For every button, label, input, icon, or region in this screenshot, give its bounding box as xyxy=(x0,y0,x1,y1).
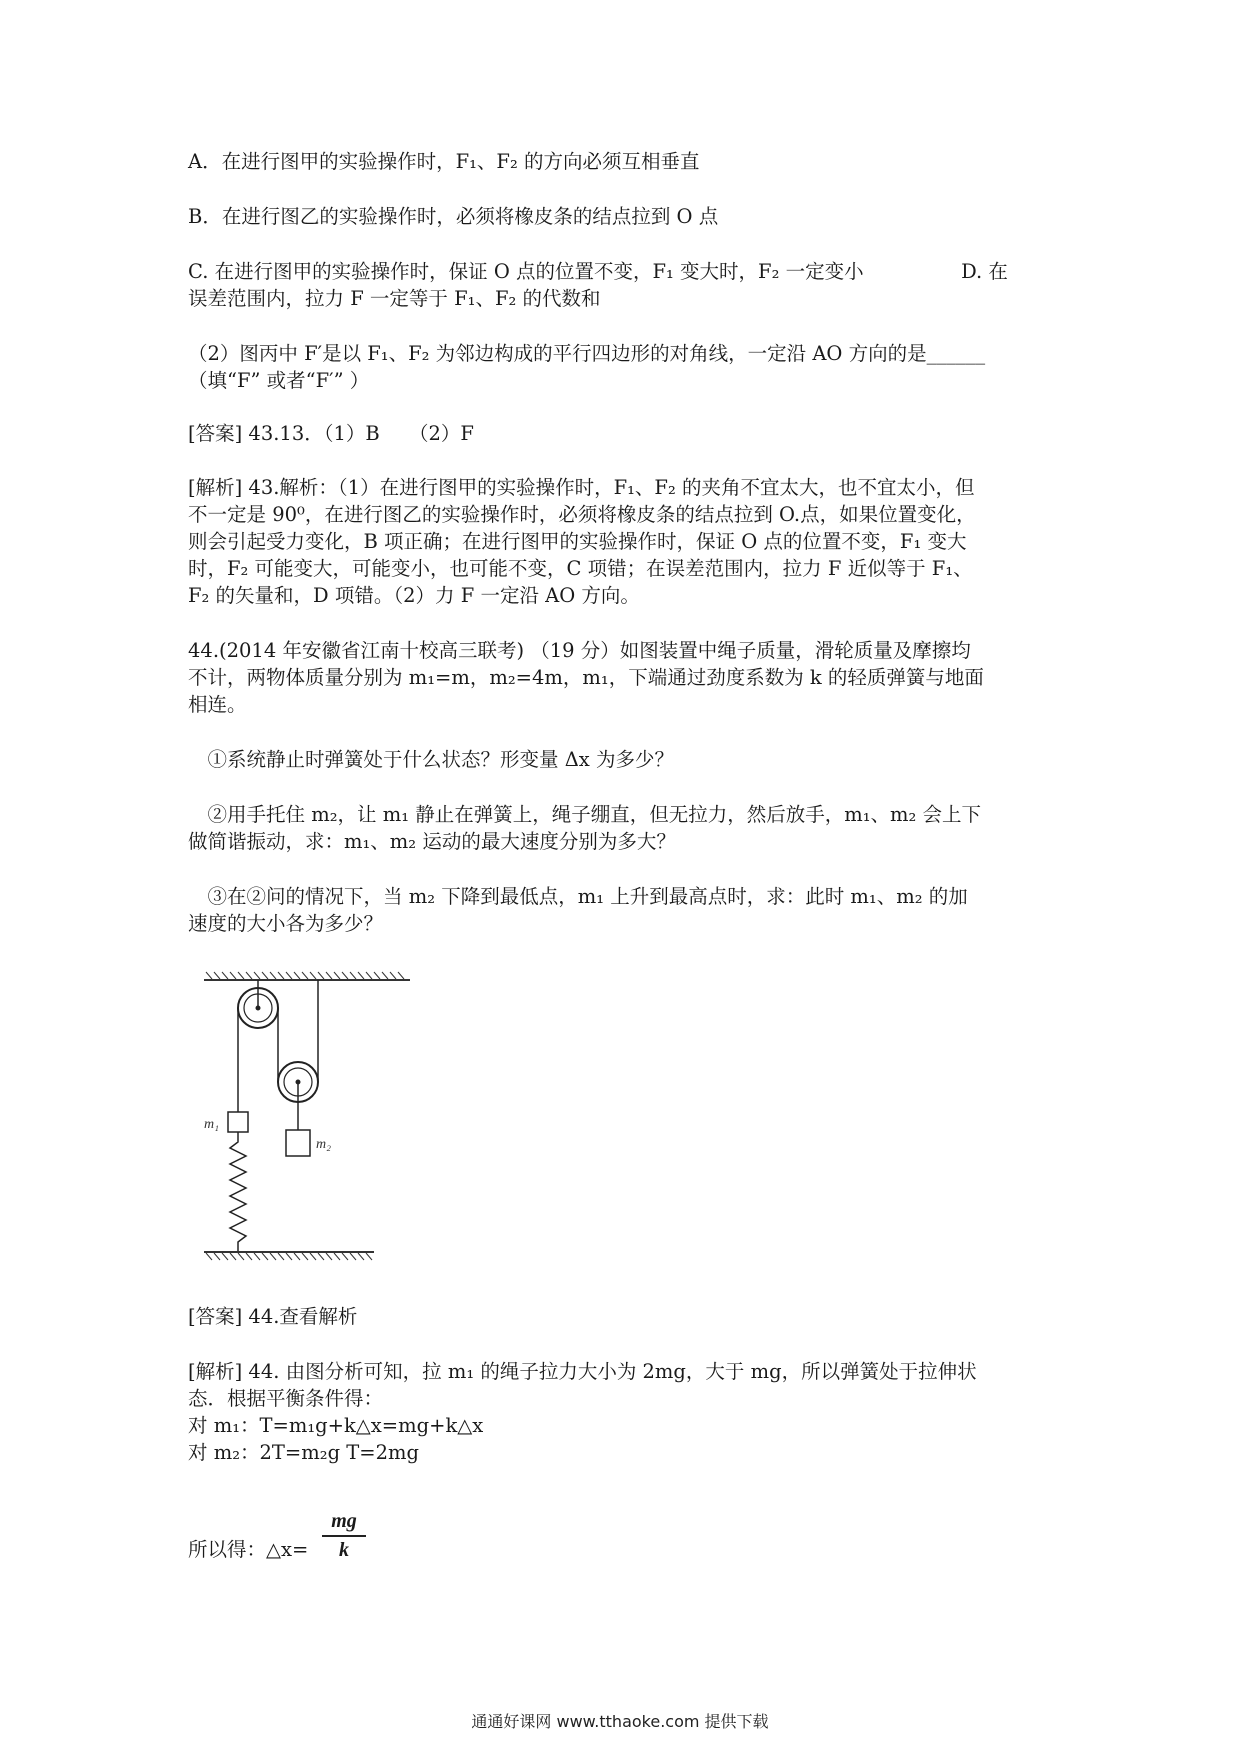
fraction-numerator: mg xyxy=(322,1510,366,1537)
answer-43: [答案] 43.13．（1）B （2）F xyxy=(188,422,474,445)
analysis-44-l1: [解析] 44. 由图分析可知，拉 m₁ 的绳子拉力大小为 2mg，大于 mg，所以弹簧处于拉伸状 xyxy=(188,1360,977,1383)
analysis-43-l5: F₂ 的矢量和，D 项错。（2）力 F 一定沿 AO 方向。 xyxy=(188,584,640,607)
question-44-l2: 不计，两物体质量分别为 m₁=m，m₂=4m，m₁，下端通过劲度系数为 k 的轻质弹簧与地面 xyxy=(188,666,984,689)
question-44-l1: 44.(2014 年安徽省江南十校高三联考) （19 分）如图装置中绳子质量，滑轮质量及摩擦均 xyxy=(188,639,971,662)
subquestion-1: ①系统静止时弹簧处于什么状态？形变量 Δx 为多少？ xyxy=(188,748,674,771)
option-c: C. 在进行图甲的实验操作时，保证 O 点的位置不变，F₁ 变大时，F₂ 一定变小 D. 在 xyxy=(188,260,1008,283)
label-m1: m₁ xyxy=(204,1117,219,1132)
analysis-43-l1: [解析] 43.解析：（1）在进行图甲的实验操作时，F₁、F₂ 的夹角不宜太大，也不宜太小，但 xyxy=(188,476,975,499)
analysis-43-l4: 时，F₂ 可能变大，可能变小，也可能不变，C 项错；在误差范围内，拉力 F 近似等于 F₁、 xyxy=(188,557,973,580)
pulley-spring-diagram xyxy=(198,960,448,1300)
option-b: B．在进行图乙的实验操作时，必须将橡皮条的结点拉到 O 点 xyxy=(188,205,719,228)
page-footer: 通通好课网 www.tthaoke.com 提供下载 xyxy=(471,1712,769,1731)
fixed-pulley xyxy=(238,980,278,1028)
result-line: 所以得：△x= xyxy=(188,1538,309,1561)
rope xyxy=(238,980,318,1112)
block-m2 xyxy=(286,1130,310,1156)
option-d-cont: 误差范围内，拉力 F 一定等于 F₁、F₂ 的代数和 xyxy=(188,287,601,310)
ceiling xyxy=(204,972,410,980)
subquestion-2-l2: 做简谐振动，求：m₁、m₂ 运动的最大速度分别为多大？ xyxy=(188,830,676,853)
question-2: （2）图丙中 F′是以 F₁、F₂ 为邻边构成的平行四边形的对角线，一定沿 AO 方向的是______ xyxy=(188,342,986,365)
spring xyxy=(230,1132,246,1252)
fraction-mg-over-k xyxy=(322,1510,366,1562)
subquestion-3-l2: 速度的大小各为多少？ xyxy=(188,912,384,935)
subquestion-3-l1: ③在②问的情况下，当 m₂ 下降到最低点，m₁ 上升到最高点时，求：此时 m₁、m₂ 的加 xyxy=(188,885,968,908)
analysis-43-l2: 不一定是 90⁰，在进行图乙的实验操作时，必须将橡皮条的结点拉到 O.点，如果位置变化， xyxy=(188,503,976,526)
fraction-denominator: k xyxy=(339,1539,349,1561)
equation-m2: 对 m₂：2T=m₂g T=2mg xyxy=(188,1441,419,1464)
analysis-43-l3: 则会引起受力变化，B 项正确；在进行图甲的实验操作时，保证 O 点的位置不变，F₁ 变大 xyxy=(188,530,967,553)
block-m1 xyxy=(228,1112,248,1132)
option-a: A．在进行图甲的实验操作时，F₁、F₂ 的方向必须互相垂直 xyxy=(188,150,700,173)
answer-44: [答案] 44.查看解析 xyxy=(188,1305,358,1328)
subquestion-2-l1: ②用手托住 m₂，让 m₁ 静止在弹簧上，绳子绷直，但无拉力，然后放手，m₁、m₂ 会上下 xyxy=(188,803,982,826)
analysis-44-l2: 态．根据平衡条件得： xyxy=(188,1387,384,1410)
question-2-cont: （填“F” 或者“F′” ） xyxy=(188,369,370,392)
equation-m1: 对 m₁：T=m₁g+k△x=mg+k△x xyxy=(188,1414,484,1437)
question-44-l3: 相连。 xyxy=(188,693,247,716)
label-m2: m₂ xyxy=(316,1137,331,1152)
ground xyxy=(204,1252,374,1260)
movable-pulley xyxy=(278,1062,318,1130)
